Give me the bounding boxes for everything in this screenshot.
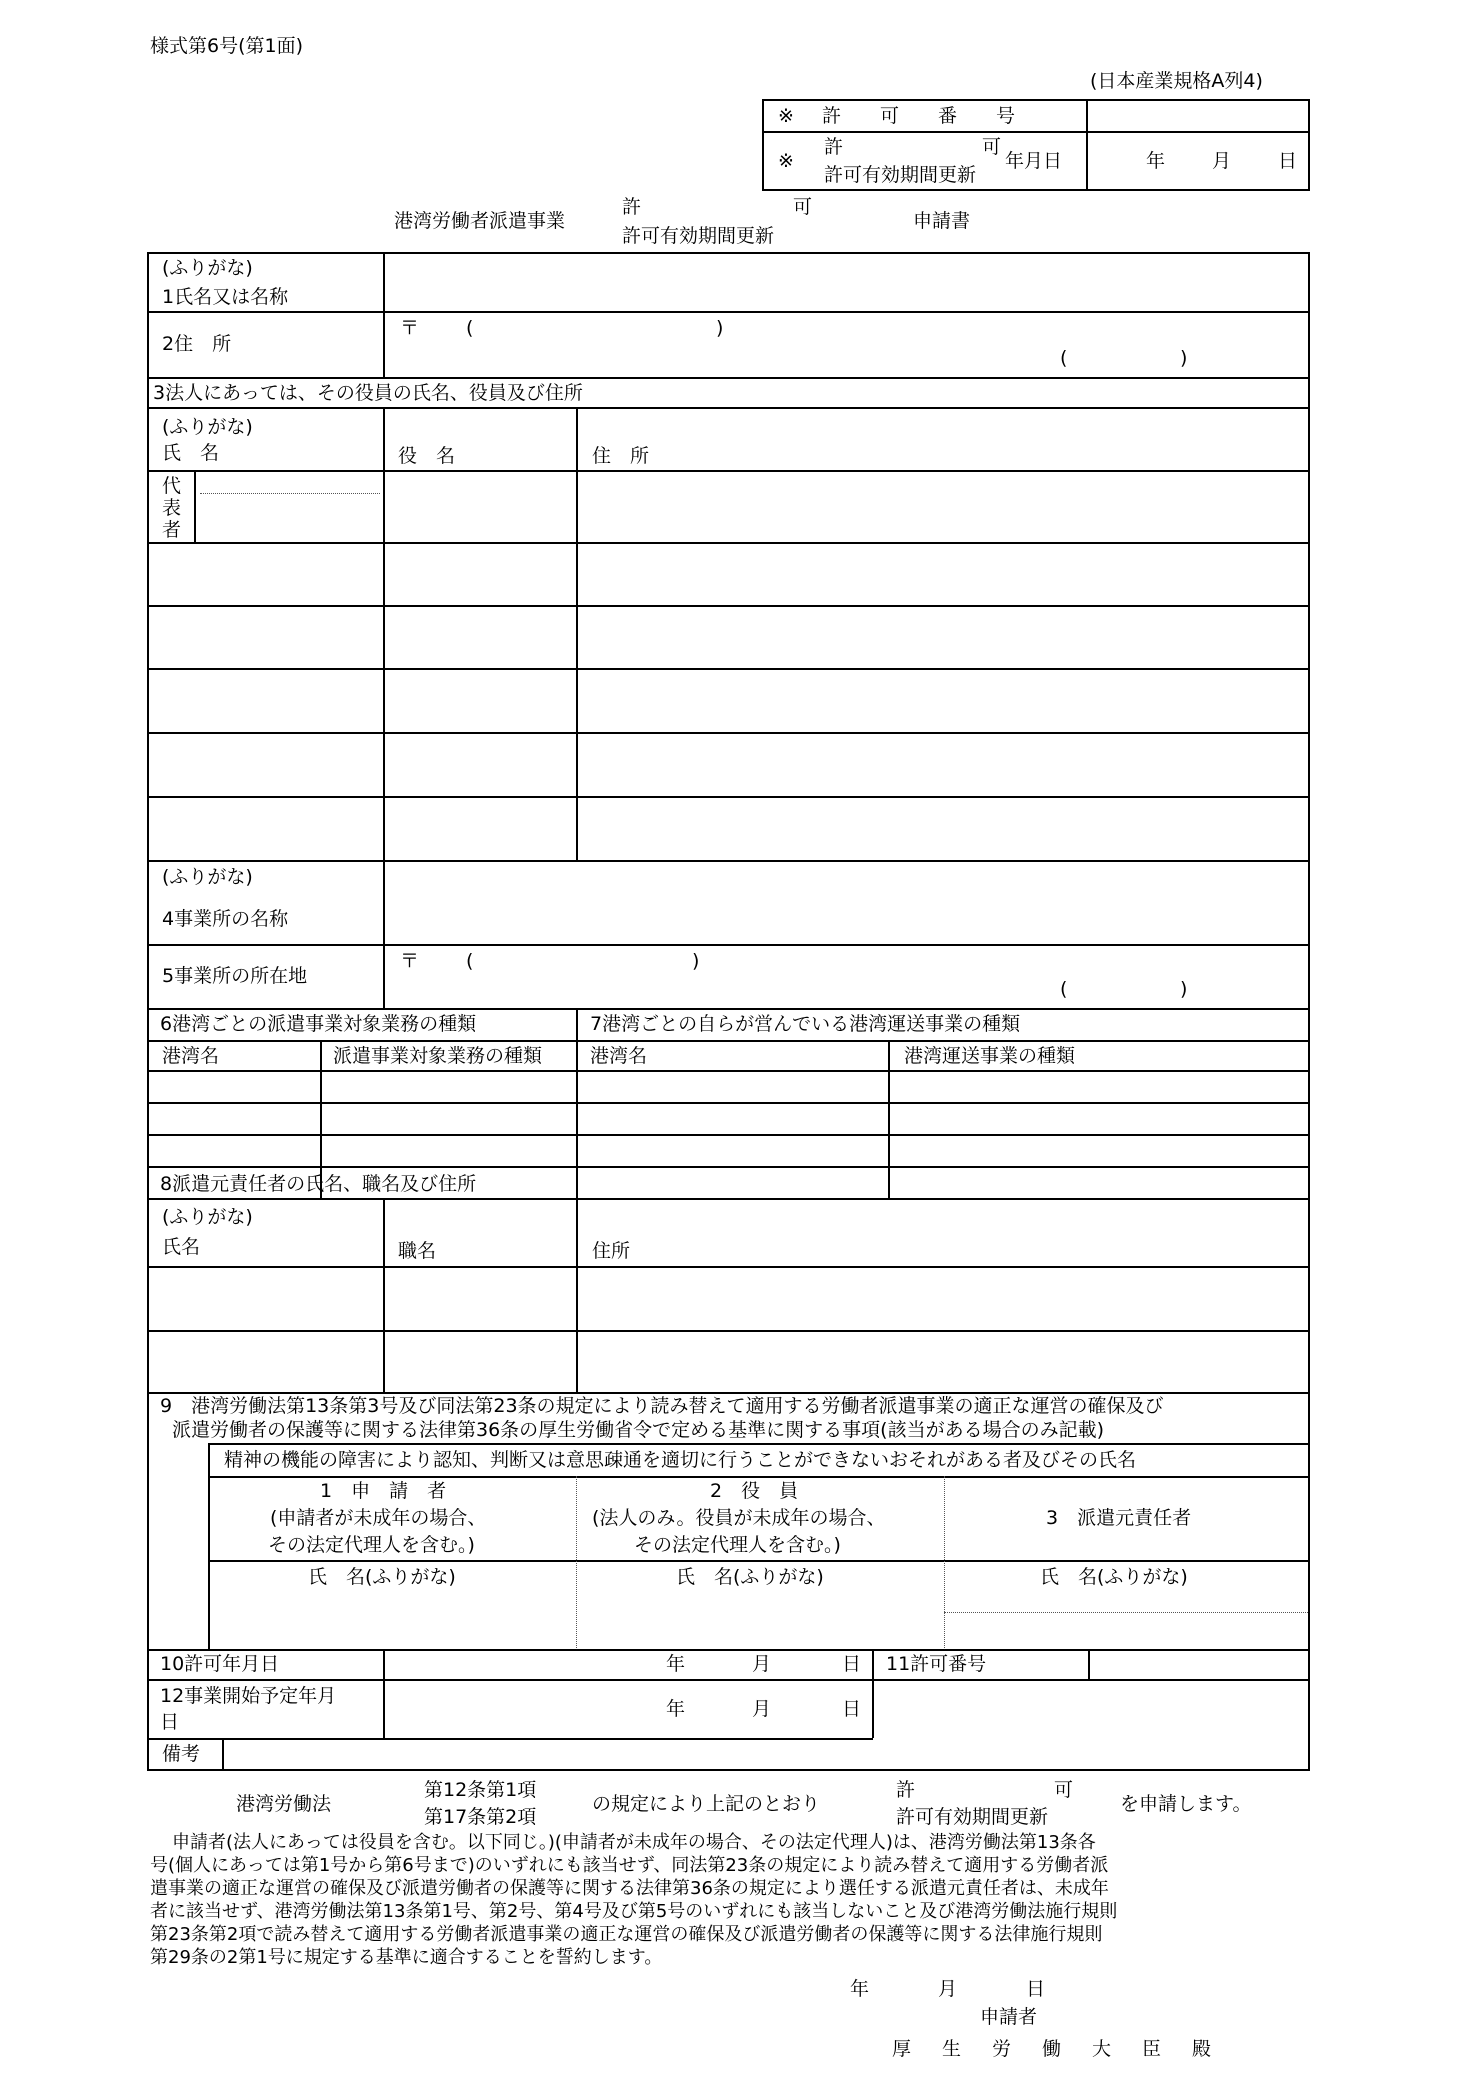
title-kyo: 許 <box>622 196 642 218</box>
decl-kyo: 許 <box>896 1779 916 1801</box>
section9-col3-title: 3 派遣元責任者 <box>1046 1507 1192 1529</box>
section7-transport-header: 港湾運送事業の種類 <box>904 1045 1076 1067</box>
representative-char-2: 表 <box>162 497 182 519</box>
section9-col2-note2: その法定代理人を含む。) <box>634 1534 841 1556</box>
officer-title-header: 役 名 <box>398 445 456 467</box>
section9-col1-name: 氏 名(ふりがな) <box>308 1566 456 1588</box>
reference-mark-2: ※ <box>778 150 794 172</box>
permit-date-year: 年 <box>666 1653 686 1675</box>
office-location-label: 5事業所の所在地 <box>162 965 308 987</box>
section9-col3-name: 氏 名(ふりがな) <box>1040 1566 1188 1588</box>
decl-law: 港湾労働法 <box>236 1793 332 1815</box>
permit-month: 月 <box>1212 150 1232 172</box>
decl-article-1: 第12条第1項 <box>424 1779 537 1801</box>
permit-date-month: 月 <box>752 1653 772 1675</box>
start-date-day: 日 <box>842 1698 862 1720</box>
pledge-line-6: 第29条の2第1号に規定する基準に適合することを誓約します。 <box>150 1947 663 1968</box>
start-date-label-2: 日 <box>160 1711 180 1733</box>
decl-ka: 可 <box>1054 1779 1074 1801</box>
representative-char-1: 代 <box>162 475 182 497</box>
section9-col1-note1: (申請者が未成年の場合、 <box>270 1507 487 1529</box>
permit-date-label: 10許可年月日 <box>160 1653 280 1675</box>
permit-kyo: 許 <box>824 136 844 158</box>
postal-mark: 〒 <box>400 317 420 339</box>
applicant-label: 申請者 <box>980 2006 1038 2028</box>
permit-day: 日 <box>1278 150 1298 172</box>
office-postal-mark: 〒 <box>400 950 420 972</box>
sign-day: 日 <box>1026 1978 1046 2000</box>
decl-article-2: 第17条第2項 <box>424 1806 537 1828</box>
section9-line2: 派遣労働者の保護等に関する法律第36条の厚生労働省令で定める基準に関する事項(該当がある場合のみ記載) <box>172 1419 1105 1441</box>
start-date-month: 月 <box>752 1698 772 1720</box>
section7-title: 7港湾ごとの自らが営んでいる港湾運送事業の種類 <box>590 1013 1021 1035</box>
decl-renewal: 許可有効期間更新 <box>896 1806 1049 1828</box>
phone-paren-close: ) <box>1180 347 1188 369</box>
section9-col2-title: 2 役 員 <box>710 1480 799 1502</box>
sign-year: 年 <box>850 1978 870 2000</box>
pledge-line-3: 遣事業の適正な運営の確保及び派遣労働者の保護等に関する法律第36条の規定により選任する派遣元責任者は、未成年 <box>150 1878 1109 1899</box>
pledge-line-1: 申請者(法人にあっては役員を含む。以下同じ。)(申請者が未成年の場合、その法定代理人)は、港湾労働法第13条各 <box>172 1832 1096 1853</box>
permit-year: 年 <box>1146 150 1166 172</box>
start-date-year: 年 <box>666 1698 686 1720</box>
remarks-label: 備考 <box>162 1743 201 1765</box>
section9-col1-title: 1 申 請 者 <box>320 1480 447 1502</box>
section8-title: 8派遣元責任者の氏名、職名及び住所 <box>160 1173 477 1195</box>
office-name-label: 4事業所の名称 <box>162 908 289 930</box>
office-furigana: (ふりがな) <box>162 866 253 888</box>
form-number: 様式第6号(第1面) <box>150 35 304 57</box>
decl-middle: の規定により上記のとおり <box>592 1793 821 1815</box>
pledge-line-5: 第23条第2項で読み替えて適用する労働者派遣事業の適正な運営の確保及び派遣労働者の保護等に関する法律施行規則 <box>150 1924 1103 1945</box>
permit-renewal-label: 許可有効期間更新 <box>824 164 977 186</box>
title-ka: 可 <box>793 196 813 218</box>
permit-number-field-label: 11許可番号 <box>886 1653 987 1675</box>
reference-mark: ※ <box>778 105 794 127</box>
section9-col2-name: 氏 名(ふりがな) <box>676 1566 824 1588</box>
section8-address-header: 住所 <box>592 1240 631 1262</box>
permit-date-day: 日 <box>842 1653 862 1675</box>
addressee: 厚 生 労 働 大 臣 殿 <box>892 2038 1218 2060</box>
officer-name-header: 氏 名 <box>162 442 220 464</box>
section9-col1-note2: その法定代理人を含む。) <box>268 1534 475 1556</box>
name-label: 1氏名又は名称 <box>162 286 289 308</box>
start-date-label-1: 12事業開始予定年月 <box>160 1685 337 1707</box>
office-postal-paren-close: ) <box>692 950 700 972</box>
officer-furigana: (ふりがな) <box>162 416 253 438</box>
permit-date-suffix: 年月日 <box>1005 150 1063 172</box>
pledge-line-2: 号(個人にあっては第1号から第6号まで)のいずれにも該当せず、同法第23条の規定により読み替えて適用する労働者派 <box>150 1855 1109 1876</box>
officers-label: 3法人にあっては、その役員の氏名、役員及び住所 <box>153 382 583 404</box>
section9-col2-note1: (法人のみ。役員が未成年の場合、 <box>592 1507 886 1529</box>
section7-port-header: 港湾名 <box>590 1045 648 1067</box>
section6-port-header: 港湾名 <box>162 1045 220 1067</box>
office-phone-paren-close: ) <box>1180 978 1188 1000</box>
furigana-label: (ふりがな) <box>162 257 253 279</box>
address-label: 2住 所 <box>162 333 232 355</box>
section6-title: 6港湾ごとの派遣事業対象業務の種類 <box>160 1013 477 1035</box>
permit-ka: 可 <box>982 136 1002 158</box>
section9-subtitle: 精神の機能の障害により認知、判断又は意思疎通を適切に行うことができないおそれがある者及びその氏名 <box>224 1449 1137 1471</box>
section8-furigana: (ふりがな) <box>162 1206 253 1228</box>
sign-month: 月 <box>938 1978 958 2000</box>
title-suffix: 申請書 <box>913 210 971 232</box>
office-phone-paren-open: ( <box>1060 978 1068 1000</box>
postal-paren-open: ( <box>466 317 474 339</box>
permit-number-label: 許 可 番 号 <box>822 105 1026 127</box>
pledge-line-4: 者に該当せず、港湾労働法第13条第1号、第2号、第4号及び第5号のいずれにも該当しないこと及び港湾労働法施行規則 <box>150 1901 1118 1922</box>
section6-dispatch-header: 派遣事業対象業務の種類 <box>333 1045 543 1067</box>
phone-paren-open: ( <box>1060 347 1068 369</box>
title-prefix: 港湾労働者派遣事業 <box>394 210 566 232</box>
representative-char-3: 者 <box>162 519 182 541</box>
section9-line1: 9 港湾労働法第13条第3号及び同法第23条の規定により読み替えて適用する労働者派遣事業の適正な運営の確保及び <box>160 1395 1164 1417</box>
postal-paren-close: ) <box>716 317 724 339</box>
paper-size-note: (日本産業規格A列4) <box>1090 70 1263 92</box>
section8-job-header: 職名 <box>398 1240 437 1262</box>
title-renewal: 許可有効期間更新 <box>622 225 775 247</box>
decl-end: を申請します。 <box>1120 1793 1252 1815</box>
office-postal-paren-open: ( <box>466 950 474 972</box>
officer-address-header: 住 所 <box>592 445 650 467</box>
section8-name-header: 氏名 <box>162 1236 201 1258</box>
